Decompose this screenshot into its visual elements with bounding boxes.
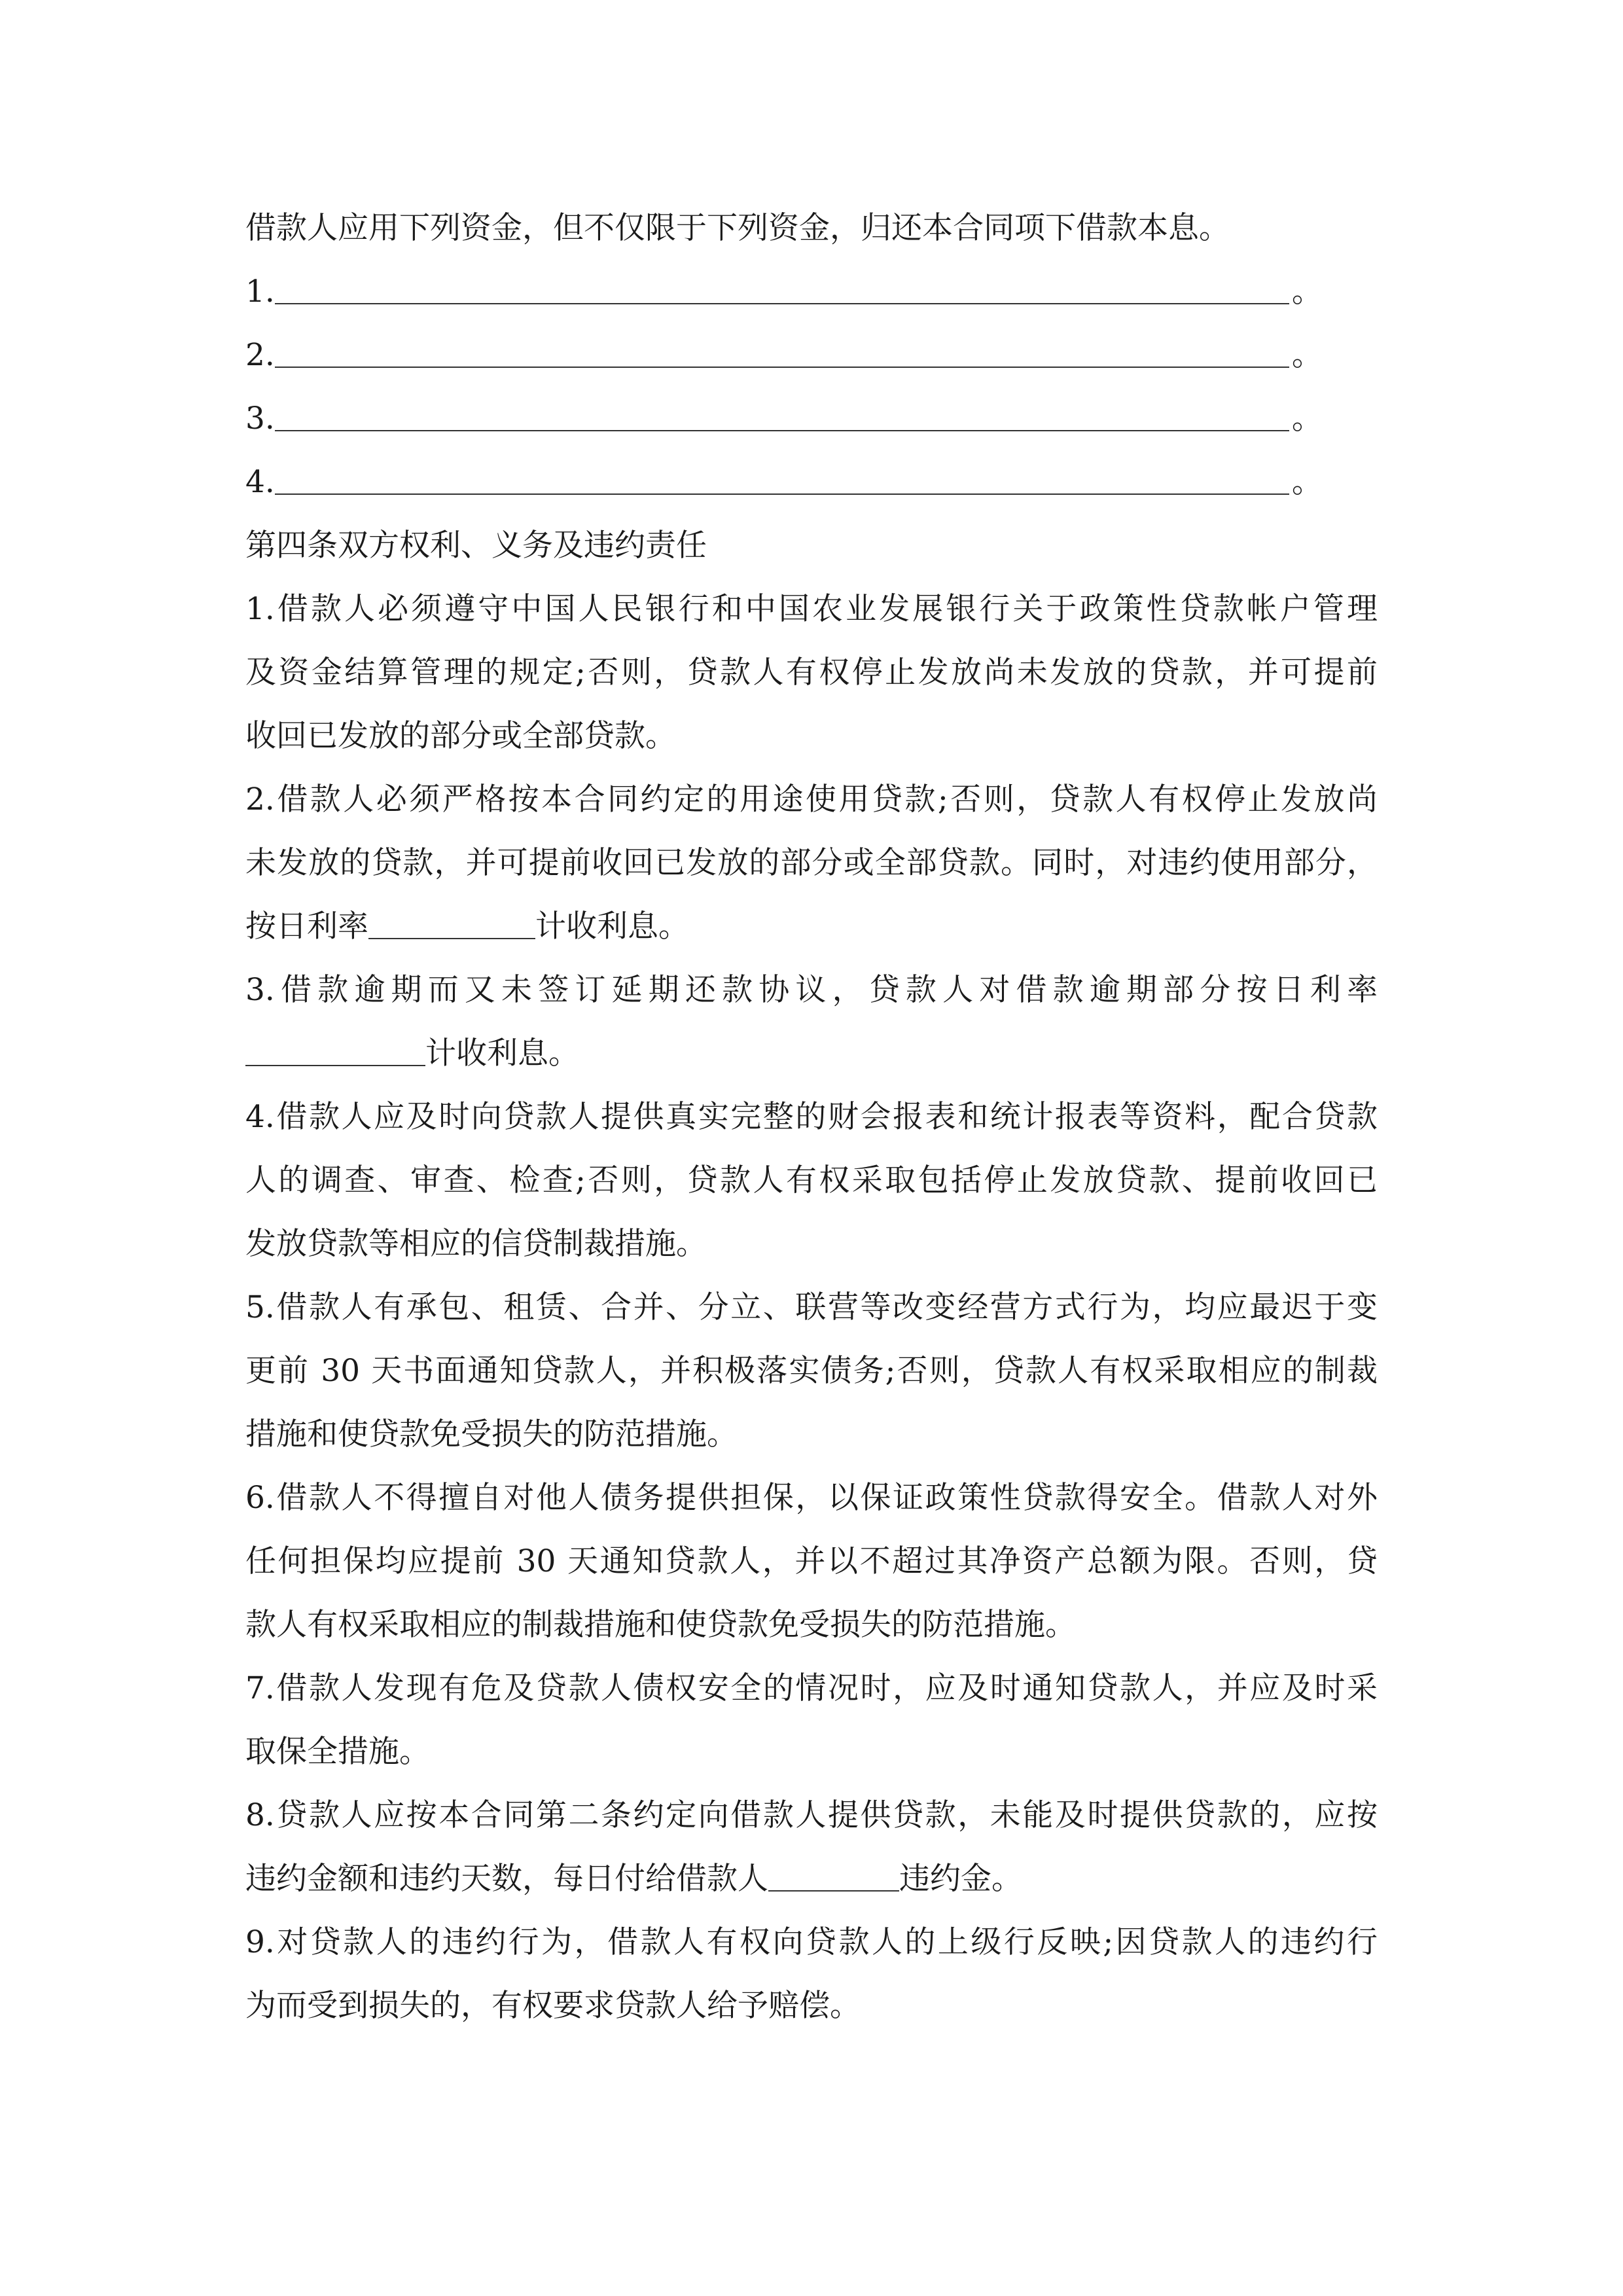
list-end-mark: 。 [1291,401,1323,437]
list-end-mark: 。 [1291,337,1323,373]
clause-6-line-3: 款人有权采取相应的制裁措施和使贷款免受损失的防范措施。 [245,1607,1076,1643]
clause-9-line-2: 为而受到损失的，有权要求贷款人给予赔偿。 [245,1988,861,2024]
list-number: 2. [245,337,275,373]
clause-4-line-1: 4.借款人应及时向贷款人提供真实完整的财会报表和统计报表等资料，配合贷款 [245,1099,1378,1135]
clause-3-line-1: 3.借款逾期而又未签订延期还款协议，贷款人对借款逾期部分按日利率 [245,972,1378,1008]
clause-3-line-2 [245,1022,1378,1085]
fill-in-blank[interactable] [275,389,1289,431]
list-number: 4. [245,464,275,500]
daily-rate-blank[interactable] [368,897,535,939]
fill-in-blank[interactable] [275,262,1289,304]
clause-8-line-2 [245,1847,1378,1910]
clause-2-line-1: 2.借款人必须严格按本合同约定的用途使用贷款;否则，贷款人有权停止发放尚 [245,781,1378,817]
clause-text: 计收利息。 [535,908,689,944]
clause-6-line-1: 6.借款人不得擅自对他人债务提供担保，以保证政策性贷款得安全。借款人对外 [245,1480,1378,1516]
intro-text: 借款人应用下列资金，但不仅限于下列资金，归还本合同项下借款本息。 [245,210,1230,246]
clause-2-line-2: 未发放的贷款，并可提前收回已发放的部分或全部贷款。同时，对违约使用部分， [245,845,1378,881]
clause-1-line-2: 及资金结算管理的规定;否则，贷款人有权停止发放尚未发放的贷款，并可提前 [245,655,1378,691]
clause-7-line-1: 7.借款人发现有危及贷款人债权安全的情况时，应及时通知贷款人，并应及时采 [245,1670,1378,1706]
list-end-mark: 。 [1291,274,1323,310]
clause-5-line-3: 措施和使贷款免受损失的防范措施。 [245,1416,738,1452]
clause-9-line-1: 9.对贷款人的违约行为，借款人有权向贷款人的上级行反映;因贷款人的违约行 [245,1924,1378,1960]
clause-text: 计收利息。 [425,1035,579,1071]
document-page [245,196,1378,2037]
clause-4-line-2: 人的调查、审查、检查;否则，贷款人有权采取包括停止发放贷款、提前收回已 [245,1162,1378,1198]
section-heading: 第四条双方权利、义务及违约责任 [245,528,707,564]
clause-7-line-2: 取保全措施。 [245,1734,430,1770]
fund-list-item-1 [245,260,1378,323]
clause-4-line-3: 发放贷款等相应的信贷制裁措施。 [245,1226,707,1262]
fill-in-blank[interactable] [275,453,1289,495]
clause-text: 按日利率 [245,908,368,944]
penalty-blank[interactable] [768,1850,899,1892]
clause-8-line-1: 8.贷款人应按本合同第二条约定向借款人提供贷款，未能及时提供贷款的，应按 [245,1797,1378,1833]
overdue-rate-blank[interactable] [245,1024,425,1066]
fund-list-item-2 [245,323,1378,387]
fund-list-item-3 [245,387,1378,450]
clause-1-line-1: 1.借款人必须遵守中国人民银行和中国农业发展银行关于政策性贷款帐户管理 [245,591,1378,627]
clause-text: 违约金。 [899,1861,1022,1897]
list-number: 3. [245,401,275,437]
clause-text: 违约金额和违约天数，每日付给借款人 [245,1861,768,1897]
fund-list-item-4 [245,450,1378,514]
list-number: 1. [245,274,275,310]
clause-5-line-1: 5.借款人有承包、租赁、合并、分立、联营等改变经营方式行为，均应最迟于变 [245,1289,1378,1325]
fill-in-blank[interactable] [275,326,1289,368]
clause-2-line-3 [245,895,1378,958]
clause-1-line-3: 收回已发放的部分或全部贷款。 [245,718,676,754]
clause-6-line-2: 任何担保均应提前 30 天通知贷款人，并以不超过其净资产总额为限。否则，贷 [245,1543,1378,1579]
list-end-mark: 。 [1291,464,1323,500]
clause-5-line-2: 更前 30 天书面通知贷款人，并积极落实债务;否则，贷款人有权采取相应的制裁 [245,1353,1378,1389]
